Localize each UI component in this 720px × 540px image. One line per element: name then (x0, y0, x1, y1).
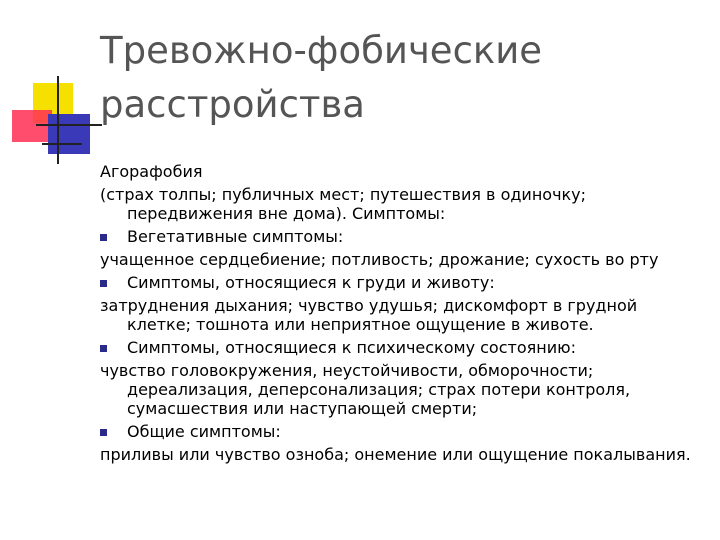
slide-body (100, 162, 700, 468)
bullet-label: Вегетативные симптомы: (127, 227, 344, 246)
slide-title (100, 24, 700, 132)
bullet-item (100, 273, 700, 292)
square-bullet-icon (100, 280, 107, 287)
body-heading: Агорафобия (100, 162, 203, 181)
bullet-item (100, 227, 700, 246)
slide-title-line-2: расстройства (100, 83, 365, 126)
body-paragraph: чувство головокружения, неустойчивости, обморочности; дереализация, деперсонализация; страх потери контроля, сумасшествия или наступающей смерти; (100, 361, 631, 418)
body-paragraph: учащенное сердцебиение; потливость; дрожание; сухость во рту (100, 250, 659, 269)
decor-vertical-line (57, 76, 59, 164)
bullet-label: Общие симптомы: (127, 422, 281, 441)
decor-horizontal-line (36, 124, 102, 126)
decor-red-square (12, 110, 52, 142)
bullet-item (100, 422, 700, 441)
bullet-label: Симптомы, относящиеся к груди и животу: (127, 273, 495, 292)
body-paragraph: (страх толпы; публичных мест; путешествия в одиночку; передвижения вне дома). Симптомы: (100, 185, 587, 223)
decor-horizontal-line-2 (42, 143, 82, 145)
bullet-item (100, 338, 700, 357)
square-bullet-icon (100, 429, 107, 436)
body-paragraph: приливы или чувство озноба; онемение или ощущение покалывания. (100, 445, 691, 464)
square-bullet-icon (100, 345, 107, 352)
decor-blue-square (48, 114, 90, 154)
bullet-label: Симптомы, относящиеся к психическому состоянию: (127, 338, 576, 357)
body-paragraph: затруднения дыхания; чувство удушья; дискомфорт в грудной клетке; тошнота или неприятное ощущение в животе. (100, 296, 638, 334)
slide-title-line-1: Тревожно-фобические (100, 29, 543, 72)
square-bullet-icon (100, 234, 107, 241)
